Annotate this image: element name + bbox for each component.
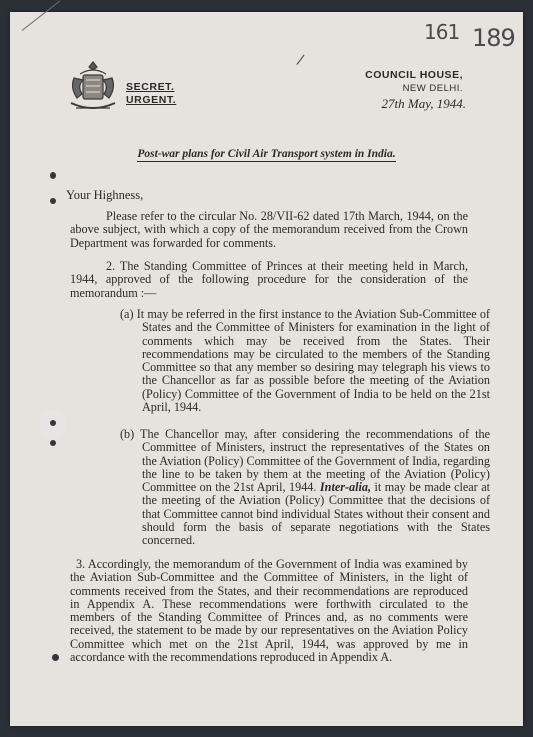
- subject-heading: [10, 148, 523, 160]
- item-b-inter-alia: Inter-alia,: [319, 480, 372, 495]
- document-page: [10, 12, 523, 726]
- urgent-mark: URGENT.: [126, 94, 177, 106]
- paragraph-3: 3. Accordingly, the memorandum of the Government of India was examined by the Aviation Sub-Committee and the Committee of Ministers, in the light of comments received from the States, and their recommendations are reproduced in Appendix A. These recommendations were forthwith circulated to the members of the Standing Committee of Princes and, as no comments were received, the statement to be made by our representatives on the Aviation Policy Committee which met on the 21st April, 1944, was approved by me in accordance with the recommendations reproduced in Appendix A.: [70, 557, 468, 665]
- classification-marks: [126, 81, 176, 107]
- punch-hole: [50, 172, 56, 179]
- subject-text: Post-war plans for Civil Air Transport system in India.: [137, 148, 396, 160]
- paragraph-1: Please refer to the circular No. 28/VII-62 dated 17th March, 1944, on the above subject, with which a copy of the memorandum received from the Crown Department was forwarded for comments.: [70, 209, 468, 250]
- corner-crease: [22, 1, 60, 31]
- pencil-number-1: 161: [424, 20, 460, 44]
- office-city: NEW DELHI.: [402, 83, 463, 94]
- procedure-item-b: [120, 428, 490, 548]
- punch-hole: [50, 440, 56, 446]
- office-name: COUNCIL HOUSE,: [365, 69, 463, 81]
- procedure-item-a: (a) It may be referred in the first instance to the Aviation Sub-Committee of States and the Committee of Ministers for examination in the light of comments which may be received from the States. Their recommendations may be circulated to the members of the Standing Committee so that any member so desiring may telegraph his views to the Chancellor as far as possible before the meeting of the Aviation (Policy) Committee of the Government of India to be held on the 21st April, 1944.: [120, 307, 490, 415]
- salutation: Your Highness,: [66, 188, 144, 202]
- sender-address: [345, 68, 463, 96]
- punch-hole: [50, 198, 56, 204]
- item-b-text-2: it may be made clear at the meeting of the Aviation (Policy) Committee that the decisions of that Committee cannot bind individual States without their consent and should form the basis of separate negotiations with the States concerned.: [142, 480, 491, 548]
- secret-mark: SECRET.: [126, 81, 175, 93]
- coat-of-arms-emblem: [66, 58, 120, 114]
- punch-hole: [52, 654, 59, 661]
- paragraph-2: 2. The Standing Committee of Princes at their meeting held in March, 1944, approved of the following procedure for the consideration of the memorandum :—: [70, 259, 468, 300]
- item-b-text-1: (b) The Chancellor may, after considering the recommendations of the Committee of Ministers, instruct the representatives of the States on the Aviation (Policy) Committee of the Government of India, regarding the line to be taken by them at the meeting of the Aviation (Policy) Committee on the 21st April, 1944.: [120, 427, 490, 495]
- punch-hole: [50, 420, 56, 426]
- letter-date: 27th May, 1944.: [381, 96, 466, 111]
- pencil-tick-mark: /: [295, 51, 305, 69]
- pencil-number-2: 189: [472, 24, 515, 52]
